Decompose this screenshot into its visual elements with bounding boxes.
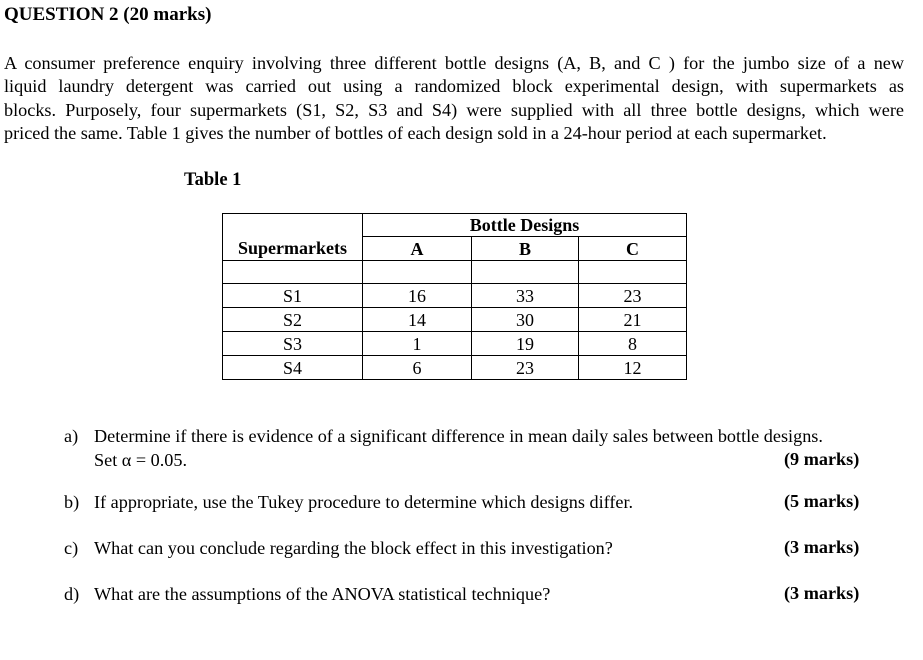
value-cell: 21 (579, 308, 687, 332)
question-letter: a) (64, 426, 79, 446)
value-cell: 23 (472, 356, 579, 380)
table-header-row (223, 214, 687, 237)
question-text: If appropriate, use the Tukey procedure to determine which designs differ. (94, 492, 634, 512)
intro-line: A consumer preference enquiry involving three different bottle designs (A, B, and C ) for the jumbo size of a new (4, 53, 904, 73)
table-header-row (223, 237, 687, 261)
group-header: Bottle Designs (363, 214, 687, 237)
table-row (223, 356, 687, 380)
question-text-continued: Set α = 0.05. (94, 450, 188, 470)
column-header: C (579, 237, 687, 261)
value-cell: 30 (472, 308, 579, 332)
value-cell: 33 (472, 284, 579, 308)
column-header: A (363, 237, 472, 261)
value-cell: 16 (363, 284, 472, 308)
question-letter: c) (64, 538, 79, 558)
intro-line: liquid laundry detergent was carried out using a randomized block experimental design, with supermarkets as (4, 76, 904, 97)
supermarket-cell: S3 (223, 332, 363, 356)
table-label: Table 1 (184, 170, 242, 190)
supermarket-cell: S4 (223, 356, 363, 380)
supermarket-cell: S2 (223, 308, 363, 332)
value-cell: 6 (363, 356, 472, 380)
table-row (223, 332, 687, 356)
intro-paragraph (4, 52, 904, 145)
question-heading: QUESTION 2 (20 marks) (4, 4, 212, 25)
intro-line: priced the same. Table 1 gives the number of bottles of each design sold in a 24-hour period at each supermarket. (4, 122, 827, 143)
value-cell: 12 (579, 356, 687, 380)
supermarket-cell: S1 (223, 284, 363, 308)
marks-label: (3 marks) (784, 583, 860, 603)
question-letter: b) (64, 492, 80, 512)
marks-label: (3 marks) (784, 537, 860, 557)
question-letter: d) (64, 584, 80, 604)
value-cell: 8 (579, 332, 687, 356)
value-cell: 19 (472, 332, 579, 356)
intro-line: blocks. Purposely, four supermarkets (S1, S2, S3 and S4) were supplied with all three bottle designs, which were (4, 99, 904, 120)
question-text: What are the assumptions of the ANOVA statistical technique? (94, 584, 551, 604)
table-spacer-row (223, 261, 687, 284)
value-cell: 1 (363, 332, 472, 356)
question-text: What can you conclude regarding the block effect in this investigation? (94, 538, 613, 558)
marks-label: (9 marks) (784, 449, 860, 469)
row-header: Supermarkets (223, 237, 363, 261)
table-row (223, 284, 687, 308)
value-cell: 23 (579, 284, 687, 308)
value-cell: 14 (363, 308, 472, 332)
table-corner-cell (223, 214, 363, 237)
question-text: Determine if there is evidence of a significant difference in mean daily sales between bottle designs. (94, 426, 823, 446)
sales-table (222, 213, 687, 380)
table-row (223, 308, 687, 332)
marks-label: (5 marks) (784, 491, 860, 511)
column-header: B (472, 237, 579, 261)
